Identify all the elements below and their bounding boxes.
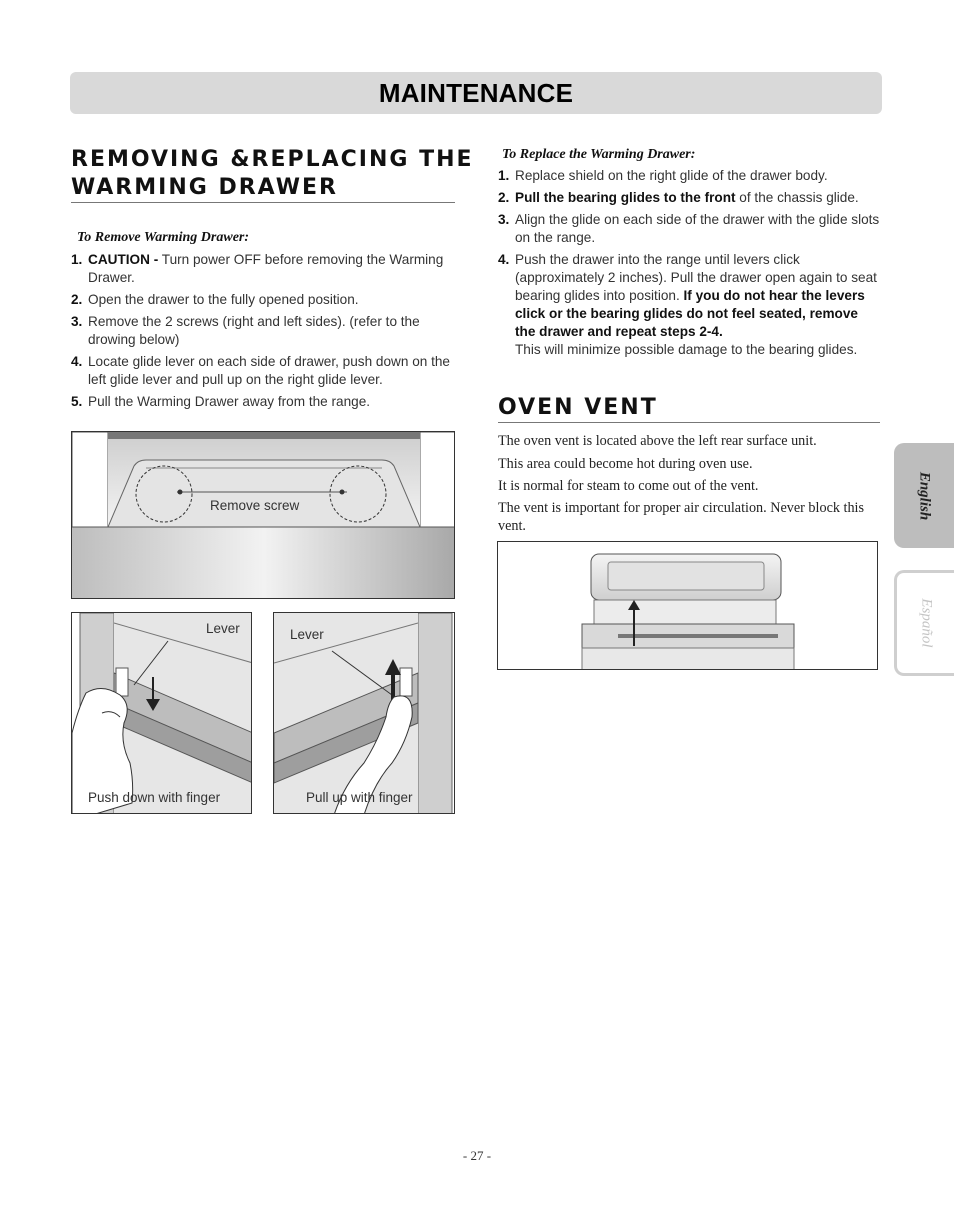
- pull-up-illustration: [274, 613, 455, 814]
- lever-label-left: Lever: [206, 621, 240, 636]
- vent-para-2: This area could become hot during oven use.: [498, 456, 753, 472]
- push-down-figure: [71, 612, 252, 814]
- remove-screw-label: Remove screw: [210, 498, 300, 513]
- remove-step-5: 5. Pull the Warming Drawer away from the range.: [71, 394, 371, 409]
- vent-para-3: It is normal for steam to come out of the vent.: [498, 478, 759, 494]
- lever-label-right: Lever: [290, 627, 324, 642]
- vent-para-4: The vent is important for proper air circulation. Never block this vent.: [498, 500, 865, 534]
- oven-vent-title: OVEN VENT: [498, 395, 658, 420]
- tab-english-label: English: [916, 471, 933, 520]
- title-line-2: WARMING DRAWER: [71, 175, 338, 200]
- oven-vent-illustration: [498, 542, 878, 670]
- title-line-1: REMOVING &REPLACING THE: [71, 147, 474, 172]
- drawer-screw-illustration: [72, 432, 455, 599]
- pull-up-figure: [273, 612, 455, 814]
- remove-step-2: 2. Open the drawer to the fully opened position.: [71, 292, 359, 307]
- remove-step-1: 1. CAUTION - Turn power OFF before removing the Warming Drawer.: [71, 252, 444, 285]
- replace-step-2: 2. Pull the bearing glides to the front of the chassis glide.: [498, 190, 859, 205]
- remove-drawer-subhead: To Remove Warming Drawer:: [77, 230, 250, 245]
- replace-step-1: 1. Replace shield on the right glide of the drawer body.: [498, 168, 828, 183]
- pull-up-caption: Pull up with finger: [306, 790, 413, 805]
- push-down-caption: Push down with finger: [88, 790, 221, 805]
- removing-replacing-title: [71, 146, 474, 202]
- push-down-illustration: [72, 613, 252, 814]
- vent-para-1: The oven vent is located above the left rear surface unit.: [498, 433, 817, 449]
- remove-step-4: 4. Locate glide lever on each side of drawer, push down on the left glide lever and pull up on the right glide lever.: [71, 354, 450, 387]
- replace-step-4: 4. Push the drawer into the range until levers click (approximately 2 inches). Pull the drawer open again to seat bearing glides into position. If you do not hear the levers click or the bearing glides do not feel seated, remove the drawer and repeat steps 2-4. This will minimize possible damage to the bearing glides.: [498, 252, 877, 357]
- tab-espanol[interactable]: [894, 570, 954, 676]
- remove-steps-list: [71, 251, 455, 415]
- replace-step-3: 3. Align the glide on each side of the drawer with the glide slots on the range.: [498, 212, 880, 245]
- banner-title: MAINTENANCE: [378, 77, 574, 108]
- remove-screw-figure: [71, 431, 455, 599]
- page-number: - 27 -: [462, 1148, 492, 1163]
- replace-drawer-subhead: To Replace the Warming Drawer:: [502, 147, 696, 162]
- replace-steps-list: [498, 167, 880, 363]
- remove-step-3: 3. Remove the 2 screws (right and left sides). (refer to the drowing below): [71, 314, 420, 347]
- maintenance-banner: [70, 72, 882, 114]
- tab-english[interactable]: [894, 443, 954, 548]
- section-divider: [71, 202, 455, 203]
- tab-espanol-label: Español: [918, 598, 934, 648]
- oven-vent-divider: [498, 422, 880, 423]
- oven-vent-figure: [497, 541, 878, 670]
